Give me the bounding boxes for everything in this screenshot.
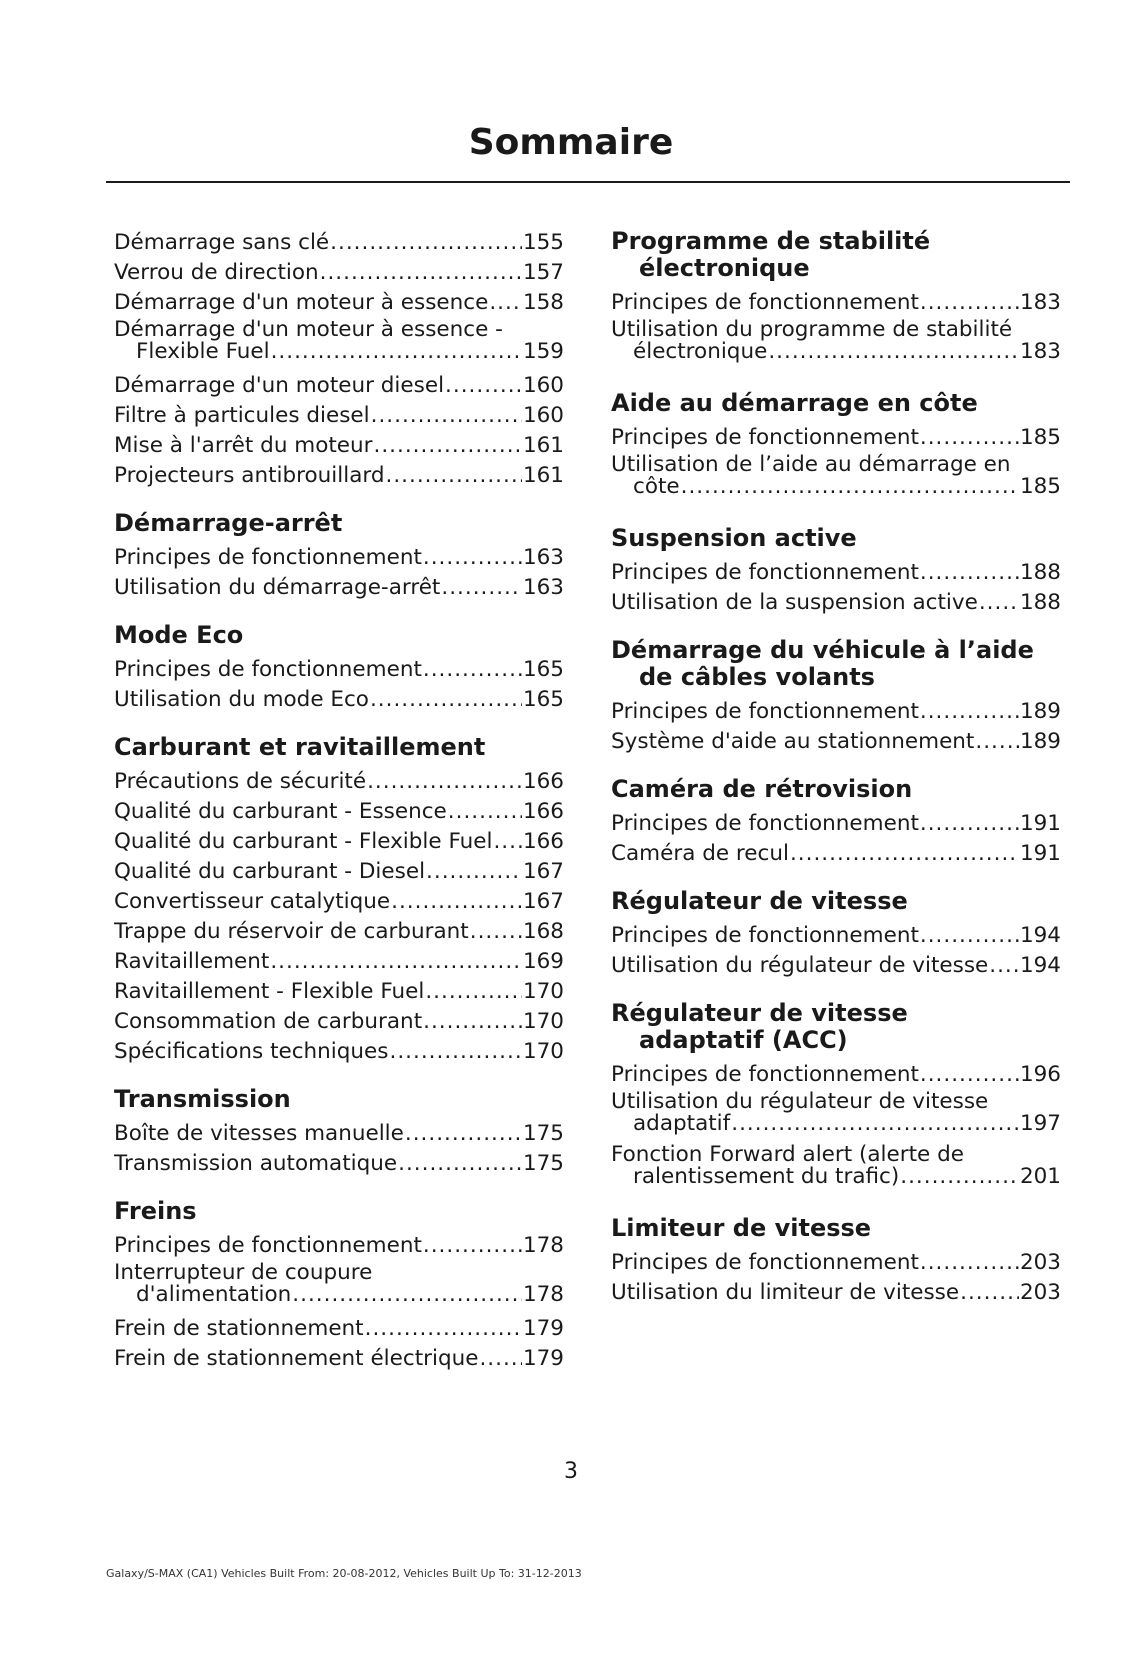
toc-entry-page: 179 xyxy=(522,1346,564,1371)
section-heading[interactable]: Carburant et ravitaillement xyxy=(114,733,486,761)
toc-entry-page: 183 xyxy=(1019,290,1061,315)
toc-section xyxy=(114,510,564,603)
toc-entry-label: Principes de fonctionnement xyxy=(114,657,422,682)
toc-left-column xyxy=(114,228,564,1393)
toc-entry-label: Utilisation du programme de stabilité xyxy=(611,317,1013,342)
toc-entry[interactable] xyxy=(114,1119,564,1149)
toc-entry-label: Principes de fonctionnement xyxy=(611,425,919,450)
toc-entry[interactable] xyxy=(114,371,564,401)
footer-text: Galaxy/S-MAX (CA1) Vehicles Built From: 20-08-2012, Vehicles Built Up To: 31-12-2013 xyxy=(106,1567,582,1580)
toc-entry[interactable] xyxy=(114,1037,564,1067)
toc-entry-label: Transmission automatique xyxy=(114,1151,398,1176)
toc-entry[interactable] xyxy=(114,318,564,371)
toc-entry-label: Frein de stationnement électrique xyxy=(114,1346,479,1371)
section-heading[interactable]: Démarrage-arrêt xyxy=(114,509,343,537)
toc-entry-label: Principes de fonctionnement xyxy=(611,290,919,315)
section-heading[interactable]: Aide au démarrage en côte xyxy=(611,389,978,417)
toc-entry-page: 160 xyxy=(522,373,564,398)
toc-entry[interactable] xyxy=(114,1149,564,1179)
toc-entry[interactable] xyxy=(114,1261,564,1314)
toc-entry-page: 158 xyxy=(522,290,564,315)
toc-section xyxy=(114,1198,564,1374)
section-heading-line: de câbles volants xyxy=(639,663,875,691)
toc-entry-page: 161 xyxy=(522,463,564,488)
toc-entry[interactable] xyxy=(114,655,564,685)
toc-entry-label: Ravitaillement - Flexible Fuel xyxy=(114,979,425,1004)
toc-entry-label: Frein de stationnement xyxy=(114,1316,364,1341)
toc-entry-label-cont: ralentissement du trafic) xyxy=(633,1166,900,1189)
toc-entry-label: Principes de fonctionnement xyxy=(611,923,919,948)
toc-entry-label: Verrou de direction xyxy=(114,260,319,285)
toc-entry-page: 167 xyxy=(522,859,564,884)
toc-entry[interactable] xyxy=(611,697,1061,727)
toc-entry-page: 168 xyxy=(522,919,564,944)
toc-entry-page: 165 xyxy=(522,687,564,712)
toc-entry[interactable] xyxy=(611,839,1061,869)
toc-entry-page: 166 xyxy=(522,829,564,854)
toc-entry[interactable] xyxy=(114,543,564,573)
toc-entry-page: 167 xyxy=(522,889,564,914)
toc-entry-page: 188 xyxy=(1019,590,1061,615)
toc-entry-label: Utilisation de l’aide au démarrage en xyxy=(611,452,1011,477)
toc-entry[interactable] xyxy=(611,588,1061,618)
toc-entry-label: Qualité du carburant - Flexible Fuel xyxy=(114,829,493,854)
toc-entry-page: 185 xyxy=(1019,476,1061,499)
toc-entry-label: Démarrage d'un moteur à essence xyxy=(114,290,489,315)
page-number: 3 xyxy=(564,1459,578,1484)
section-heading[interactable] xyxy=(611,1000,1061,1054)
toc-entry-page: 185 xyxy=(1019,425,1061,450)
toc-section xyxy=(611,888,1061,981)
toc-entry-page: 194 xyxy=(1019,923,1061,948)
toc-section xyxy=(611,637,1061,757)
toc-entry[interactable] xyxy=(611,1090,1061,1143)
toc-entry-label: Principes de fonctionnement xyxy=(114,545,422,570)
toc-entry[interactable] xyxy=(114,977,564,1007)
toc-entry[interactable] xyxy=(114,827,564,857)
toc-entry-label-cont: adaptatif xyxy=(633,1113,731,1136)
toc-section xyxy=(611,1000,1061,1196)
toc-entry-label: Qualité du carburant - Essence xyxy=(114,799,447,824)
toc-entry-page: 159 xyxy=(522,341,564,364)
toc-entry-page: 183 xyxy=(1019,341,1061,364)
toc-entry-page: 166 xyxy=(522,769,564,794)
toc-entry[interactable] xyxy=(114,887,564,917)
toc-entry-label: Principes de fonctionnement xyxy=(114,1233,422,1258)
toc-entry[interactable] xyxy=(114,917,564,947)
toc-entry[interactable] xyxy=(611,921,1061,951)
toc-entry-page: 189 xyxy=(1019,699,1061,724)
toc-entry-label: Convertisseur catalytique xyxy=(114,889,391,914)
toc-entry-label-cont: d'alimentation xyxy=(136,1284,292,1307)
toc-entry-label: Utilisation du limiteur de vitesse xyxy=(611,1280,960,1305)
toc-entry-page: 175 xyxy=(522,1151,564,1176)
section-heading[interactable]: Freins xyxy=(114,1197,197,1225)
toc-section xyxy=(611,1215,1061,1308)
toc-entry[interactable] xyxy=(114,573,564,603)
toc-entry-label: Utilisation du démarrage-arrêt xyxy=(114,575,441,600)
toc-entry-label: Principes de fonctionnement xyxy=(611,699,919,724)
toc-entry-page: 178 xyxy=(522,1284,564,1307)
title-divider xyxy=(106,181,1070,183)
toc-entry-page: 157 xyxy=(522,260,564,285)
toc-entry-page: 194 xyxy=(1019,953,1061,978)
toc-entry[interactable] xyxy=(114,461,564,491)
section-heading-line: Démarrage du véhicule à l’aide xyxy=(611,636,1034,664)
toc-entry-page: 160 xyxy=(522,403,564,428)
toc-entry[interactable] xyxy=(114,1314,564,1344)
toc-entry-label: Boîte de vitesses manuelle xyxy=(114,1121,404,1146)
toc-entry-label-cont: côte xyxy=(633,476,680,499)
toc-entry-label: Trappe du réservoir de carburant xyxy=(114,919,469,944)
toc-entry[interactable] xyxy=(114,288,564,318)
toc-entry[interactable] xyxy=(611,318,1061,371)
toc-entry-page: 163 xyxy=(522,575,564,600)
toc-entry-page: 189 xyxy=(1019,729,1061,754)
toc-entry-page: 163 xyxy=(522,545,564,570)
toc-entry-page: 175 xyxy=(522,1121,564,1146)
toc-entry[interactable] xyxy=(611,951,1061,981)
toc-section xyxy=(114,734,564,1067)
page-title: Sommaire xyxy=(468,122,674,163)
section-heading[interactable]: Transmission xyxy=(114,1085,291,1113)
section-heading-line: électronique xyxy=(639,254,810,282)
toc-entry-label: Utilisation du mode Eco xyxy=(114,687,369,712)
section-heading[interactable]: Suspension active xyxy=(611,524,857,552)
toc-entry-label: Précautions de sécurité xyxy=(114,769,367,794)
toc-entry-page: 191 xyxy=(1019,841,1061,866)
toc-entry-label: Qualité du carburant - Diesel xyxy=(114,859,426,884)
toc-entry[interactable] xyxy=(611,423,1061,453)
toc-entry[interactable] xyxy=(114,258,564,288)
toc-entry-page: 170 xyxy=(522,979,564,1004)
toc-entry-label: Démarrage sans clé xyxy=(114,230,330,255)
section-heading-line: Programme de stabilité xyxy=(611,227,931,255)
toc-entry[interactable] xyxy=(114,797,564,827)
toc-entry[interactable] xyxy=(611,809,1061,839)
toc-entry[interactable] xyxy=(114,1344,564,1374)
section-heading[interactable] xyxy=(611,637,1061,691)
toc-entry[interactable] xyxy=(114,857,564,887)
toc-entry[interactable] xyxy=(114,685,564,715)
toc-entry-page: 169 xyxy=(522,949,564,974)
toc-entry[interactable] xyxy=(611,1143,1061,1196)
toc-entry-label-cont: Flexible Fuel xyxy=(136,341,270,364)
toc-entry[interactable] xyxy=(114,228,564,258)
toc-entry-label: Système d'aide au stationnement xyxy=(611,729,975,754)
toc-entry-page: 178 xyxy=(522,1233,564,1258)
toc-entry-label: Principes de fonctionnement xyxy=(611,1062,919,1087)
toc-entry[interactable] xyxy=(114,401,564,431)
section-heading-line: Régulateur de vitesse xyxy=(611,999,908,1027)
toc-entry-page: 188 xyxy=(1019,560,1061,585)
toc-entry-page: 191 xyxy=(1019,811,1061,836)
toc-entry-label: Démarrage d'un moteur diesel xyxy=(114,373,445,398)
toc-entry-label: Spécifications techniques xyxy=(114,1039,389,1064)
toc-entry-label: Démarrage d'un moteur à essence - xyxy=(114,317,503,342)
toc-entry-label: Consommation de carburant xyxy=(114,1009,423,1034)
section-heading[interactable]: Caméra de rétrovision xyxy=(611,775,913,803)
toc-entry-label: Principes de fonctionnement xyxy=(611,1250,919,1275)
toc-entry-label: Principes de fonctionnement xyxy=(611,811,919,836)
toc-entry-page: 155 xyxy=(522,230,564,255)
toc-entry[interactable] xyxy=(611,727,1061,757)
toc-section xyxy=(114,622,564,715)
toc-section xyxy=(611,525,1061,618)
section-heading[interactable]: Limiteur de vitesse xyxy=(611,1214,872,1242)
toc-entry-label: Projecteurs antibrouillard xyxy=(114,463,385,488)
section-heading[interactable] xyxy=(611,228,1061,282)
toc-entry[interactable] xyxy=(114,767,564,797)
toc-entry[interactable] xyxy=(114,947,564,977)
toc-entry-label-cont: électronique xyxy=(633,341,768,364)
toc-entry[interactable] xyxy=(114,1007,564,1037)
toc-entry-label: Filtre à particules diesel xyxy=(114,403,370,428)
toc-entry[interactable] xyxy=(611,288,1061,318)
section-heading-line: adaptatif (ACC) xyxy=(639,1026,848,1054)
toc-entry-label: Utilisation du régulateur de vitesse xyxy=(611,953,989,978)
toc-entry-label: Utilisation du régulateur de vitesse xyxy=(611,1089,989,1114)
toc-entry[interactable] xyxy=(114,431,564,461)
toc-entry-page: 170 xyxy=(522,1039,564,1064)
toc-entry-page: 203 xyxy=(1019,1280,1061,1305)
section-heading[interactable]: Régulateur de vitesse xyxy=(611,887,908,915)
toc-section xyxy=(611,776,1061,869)
toc-entry-label: Utilisation de la suspension active xyxy=(611,590,978,615)
toc-entry[interactable] xyxy=(611,1060,1061,1090)
toc-entry-label: Fonction Forward alert (alerte de xyxy=(611,1142,964,1167)
toc-entry[interactable] xyxy=(611,1278,1061,1308)
toc-section xyxy=(114,1086,564,1179)
toc-entry-label: Principes de fonctionnement xyxy=(611,560,919,585)
toc-entry[interactable] xyxy=(611,558,1061,588)
toc-entry-page: 201 xyxy=(1019,1166,1061,1189)
section-heading[interactable]: Mode Eco xyxy=(114,621,244,649)
toc-entry-page: 203 xyxy=(1019,1250,1061,1275)
toc-entry-label: Ravitaillement xyxy=(114,949,270,974)
toc-entry[interactable] xyxy=(611,453,1061,506)
toc-entry[interactable] xyxy=(611,1248,1061,1278)
toc-entry-page: 197 xyxy=(1019,1113,1061,1136)
toc-entry-page: 166 xyxy=(522,799,564,824)
toc-entry-label: Interrupteur de coupure xyxy=(114,1260,373,1285)
toc-right-column xyxy=(611,228,1061,1327)
toc-section-intro xyxy=(114,228,564,491)
toc-section xyxy=(611,390,1061,506)
toc-entry-label: Caméra de recul xyxy=(611,841,789,866)
toc-entry-page: 196 xyxy=(1019,1062,1061,1087)
toc-entry-page: 170 xyxy=(522,1009,564,1034)
toc-entry-page: 165 xyxy=(522,657,564,682)
toc-section xyxy=(611,228,1061,371)
toc-entry[interactable] xyxy=(114,1231,564,1261)
toc-entry-page: 179 xyxy=(522,1316,564,1341)
toc-entry-page: 161 xyxy=(522,433,564,458)
toc-entry-label: Mise à l'arrêt du moteur xyxy=(114,433,373,458)
